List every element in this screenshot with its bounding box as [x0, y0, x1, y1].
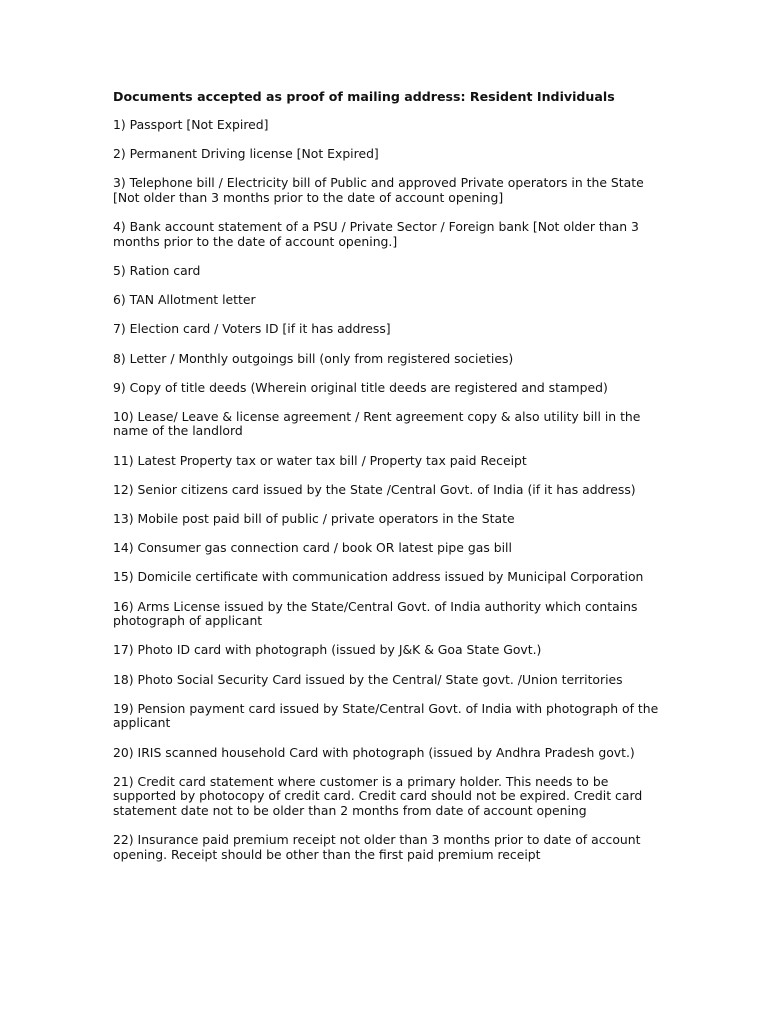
list-item: 8) Letter / Monthly outgoings bill (only from registered societies)	[113, 350, 514, 366]
list-item: 11) Latest Property tax or water tax bill / Property tax paid Receipt	[113, 452, 527, 468]
list-item: 21) Credit card statement where customer is a primary holder. This needs to be supported by photocopy of credit card. Credit card should not be expired. Credit card statement date not to be older than 2 months from date of account opening	[113, 773, 643, 818]
list-item: 16) Arms License issued by the State/Central Govt. of India authority which contains photograph of applicant	[113, 598, 638, 629]
list-item: 22) Insurance paid premium receipt not older than 3 months prior to date of account opening. Receipt should be other than the first paid premium receipt	[113, 832, 641, 862]
list-item: 20) IRIS scanned household Card with photograph (issued by Andhra Pradesh govt.)	[113, 744, 635, 760]
document-title: Documents accepted as proof of mailing address: Resident Individuals	[113, 89, 615, 104]
list-item: 2) Permanent Driving license [Not Expired]	[113, 146, 379, 162]
list-item: 12) Senior citizens card issued by the State /Central Govt. of India (if it has address)	[113, 481, 636, 497]
list-item: 1) Passport [Not Expired]	[113, 117, 269, 132]
list-item: 13) Mobile post paid bill of public / private operators in the State	[113, 511, 515, 527]
list-item: 9) Copy of title deeds (Wherein original title deeds are registered and stamped)	[113, 379, 608, 395]
list-item: 18) Photo Social Security Card issued by the Central/ State govt. /Union territories	[113, 671, 623, 687]
list-item: 19) Pension payment card issued by State/Central Govt. of India with photograph of the applicant	[113, 700, 659, 731]
list-item: 5) Ration card	[113, 262, 201, 278]
list-item: 6) TAN Allotment letter	[113, 292, 256, 308]
list-item: 7) Election card / Voters ID [if it has address]	[113, 321, 391, 337]
document-page	[113, 89, 673, 877]
list-item: 14) Consumer gas connection card / book OR latest pipe gas bill	[113, 540, 512, 556]
list-item: 3) Telephone bill / Electricity bill of Public and approved Private operators in the State [Not older than 3 months prior to the date of account opening]	[113, 175, 644, 205]
list-item: 4) Bank account statement of a PSU / Private Sector / Foreign bank [Not older than 3 months prior to the date of account opening.]	[113, 219, 639, 249]
document-list	[113, 118, 673, 862]
list-item: 17) Photo ID card with photograph (issued by J&K & Goa State Govt.)	[113, 642, 542, 658]
list-item: 10) Lease/ Leave & license agreement / Rent agreement copy & also utility bill in the name of the landlord	[113, 408, 641, 439]
list-item: 15) Domicile certificate with communication address issued by Municipal Corporation	[113, 569, 644, 585]
